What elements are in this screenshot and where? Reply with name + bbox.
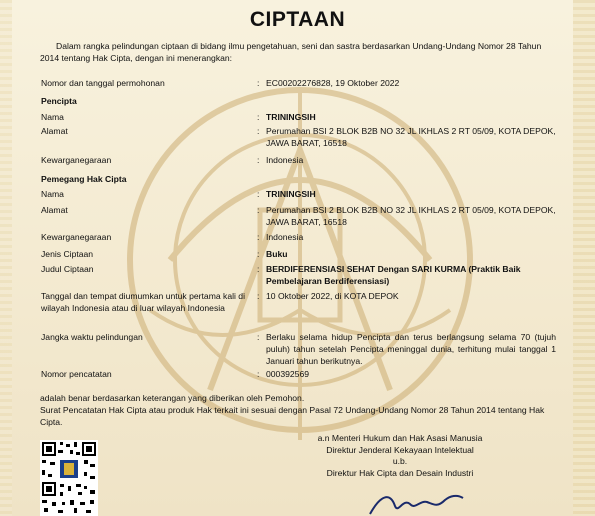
- colon: :: [257, 189, 260, 199]
- colon: :: [257, 369, 260, 379]
- certificate-title: CIPTAAN: [249, 8, 346, 31]
- pemegang-nationality-label: Kewarganegaraan: [41, 232, 112, 242]
- pemegang-address-label: Alamat: [41, 205, 68, 215]
- colon: :: [257, 112, 260, 122]
- work-type-value: Buku: [266, 249, 288, 259]
- registration-number-label: Nomor pencatatan: [41, 369, 112, 379]
- pencipta-nationality-label: Kewarganegaraan: [41, 155, 112, 165]
- colon: :: [257, 249, 260, 259]
- pencipta-nationality-value: Indonesia: [266, 155, 304, 165]
- work-title-label: Judul Ciptaan: [41, 264, 94, 274]
- pemegang-address-value: Perumahan BSI 2 BLOK B2B NO 32 JL IKHLAS 2 RT 05/09, KOTA DEPOK, JAWA BARAT, 16518: [266, 205, 556, 227]
- colon: :: [257, 126, 260, 136]
- colon: :: [257, 291, 260, 301]
- right-border-ornament: [573, 0, 595, 516]
- pemegang-nationality-value: Indonesia: [266, 232, 304, 242]
- qr-code: [40, 440, 98, 516]
- application-number-value: EC00202276828, 19 Oktober 2022: [266, 78, 400, 88]
- pencipta-name-value: TRININGSIH: [266, 112, 316, 122]
- colon: :: [257, 264, 260, 274]
- pemegang-heading: Pemegang Hak Cipta: [41, 174, 127, 184]
- colon: :: [257, 78, 260, 88]
- signature-line-3: u.b.: [392, 456, 408, 466]
- pencipta-address-value: Perumahan BSI 2 BLOK B2B NO 32 JL IKHLAS 2 RT 05/09, KOTA DEPOK, JAWA BARAT, 16518: [266, 126, 556, 148]
- work-title-value: BERDIFERENSIASI SEHAT Dengan SARI KURMA (Praktik Baik Pembelajaran Berdiferensiasi): [266, 264, 521, 286]
- protection-period-label: Jangka waktu pelindungan: [41, 332, 143, 342]
- pemegang-name-label: Nama: [41, 189, 64, 199]
- footer-statement: adalah benar berdasarkan keterangan yang diberikan oleh Pemohon.: [40, 393, 305, 403]
- colon: :: [257, 205, 260, 215]
- colon: :: [257, 332, 260, 342]
- handwritten-signature: [365, 486, 465, 516]
- registration-number-value: 000392569: [266, 369, 310, 379]
- work-type-label: Jenis Ciptaan: [41, 249, 94, 259]
- publication-label: Tanggal dan tempat diumumkan untuk pertama kali di wilayah Indonesia atau di luar wilayah Indonesia: [41, 291, 245, 313]
- left-border-ornament: [0, 0, 12, 516]
- pencipta-name-label: Nama: [41, 112, 64, 122]
- signature-line-1: a.n Menteri Hukum dan Hak Asasi Manusia: [317, 433, 483, 443]
- protection-period-value: Berlaku selama hidup Pencipta dan terus berlangsung selama 70 (tujuh puluh) tahun setelah Pencipta meninggal dunia, terhitung mulai tanggal 1 Januari tahun berikutnya.: [266, 332, 556, 366]
- pemegang-name-value: TRININGSIH: [266, 189, 316, 199]
- publication-value: 10 Oktober 2022, di KOTA DEPOK: [266, 291, 399, 301]
- colon: :: [257, 155, 260, 165]
- footer-legal-note: Surat Pencatatan Hak Cipta atau produk Hak terkait ini sesuai dengan Pasal 72 Undang-Undang Nomor 28 Tahun 2014 tentang Hak Cipta.: [40, 405, 545, 427]
- application-number-label: Nomor dan tanggal permohonan: [41, 78, 165, 88]
- colon: :: [257, 232, 260, 242]
- pencipta-address-label: Alamat: [41, 126, 68, 136]
- signature-line-2: Direktur Jenderal Kekayaan Intelektual: [326, 444, 474, 455]
- intro-paragraph: Dalam rangka pelindungan ciptaan di bidang ilmu pengetahuan, seni dan sastra berdasarkan Undang-Undang Nomor 28 Tahun 2014 tentang Hak Cipta, dengan ini menerangkan:: [40, 41, 542, 63]
- pencipta-heading: Pencipta: [41, 96, 77, 106]
- signature-line-4: Direktur Hak Cipta dan Desain Industri: [326, 467, 474, 478]
